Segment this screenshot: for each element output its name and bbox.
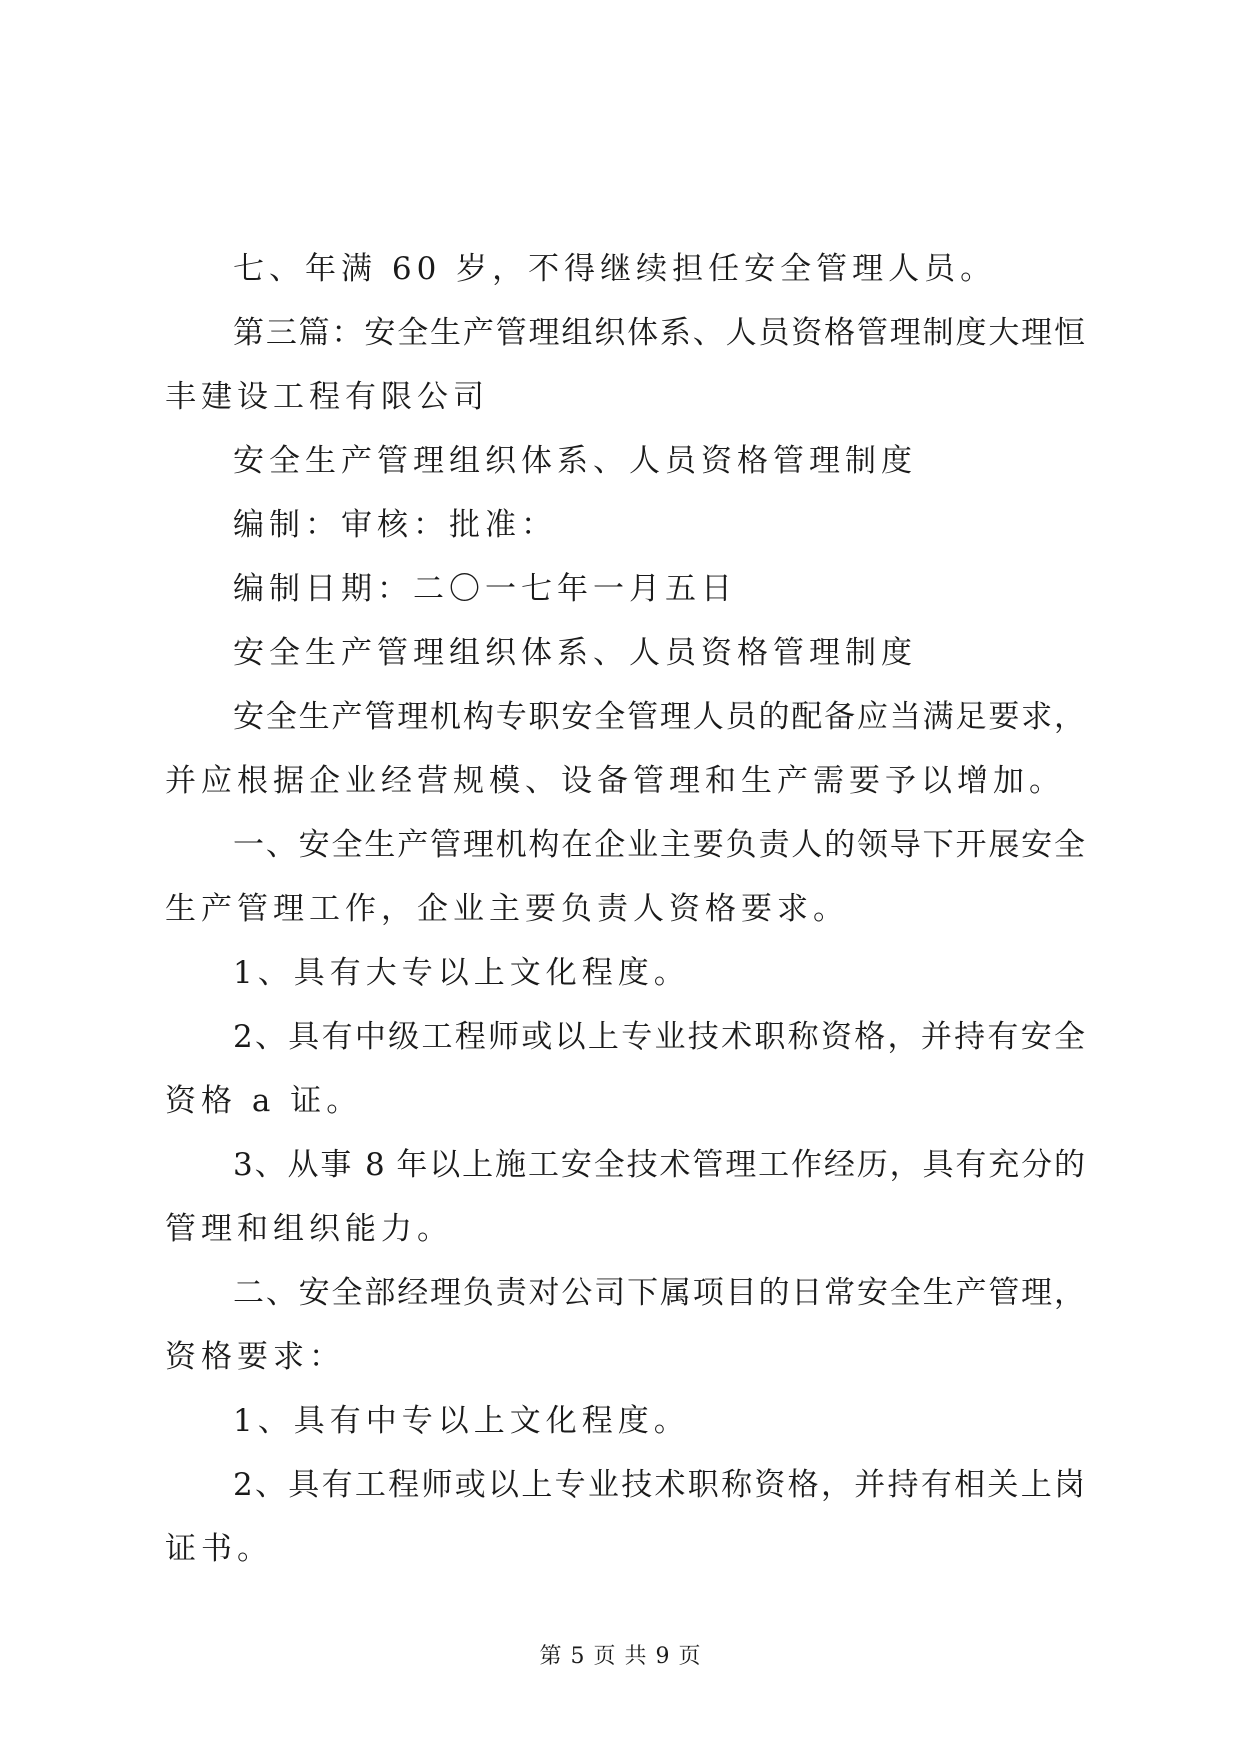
paragraph-line: 3、从事 8 年以上施工安全技术管理工作经历，具有充分的 [233,1147,1085,1183]
document-body [165,237,1085,1581]
paragraph-line: 资格 a 证。 [165,1083,363,1119]
paragraph-line: 管理和组织能力。 [165,1211,453,1247]
paragraph-line: 安全生产管理机构专职安全管理人员的配备应当满足要求， [233,699,1085,735]
paragraph-line: 编制：审核：批准： [233,507,557,543]
paragraph-line: 2、具有工程师或以上专业技术职称资格，并持有相关上岗 [233,1467,1085,1503]
paragraph-line: 生产管理工作，企业主要负责人资格要求。 [165,891,849,927]
paragraph-line: 1、具有大专以上文化程度。 [233,955,690,991]
paragraph-line: 并应根据企业经营规模、设备管理和生产需要予以增加。 [165,763,1065,799]
paragraph-line: 编制日期：二〇一七年一月五日 [233,571,737,607]
page-footer: 第 5 页 共 9 页 [539,1644,702,1669]
paragraph-line: 1、具有中专以上文化程度。 [233,1403,690,1439]
paragraph-line: 2、具有中级工程师或以上专业技术职称资格，并持有安全 [233,1019,1085,1055]
paragraph-line: 安全生产管理组织体系、人员资格管理制度 [233,443,917,479]
paragraph-line: 一、安全生产管理机构在企业主要负责人的领导下开展安全 [233,827,1085,863]
paragraph-line: 丰建设工程有限公司 [165,379,489,415]
paragraph-line: 七、年满 60 岁，不得继续担任安全管理人员。 [233,251,997,287]
paragraph-line: 二、安全部经理负责对公司下属项目的日常安全生产管理， [233,1275,1085,1311]
paragraph-line: 证书。 [165,1531,273,1567]
paragraph-line: 第三篇：安全生产管理组织体系、人员资格管理制度大理恒 [233,315,1085,351]
paragraph-line: 安全生产管理组织体系、人员资格管理制度 [233,635,917,671]
paragraph-line: 资格要求： [165,1339,345,1375]
